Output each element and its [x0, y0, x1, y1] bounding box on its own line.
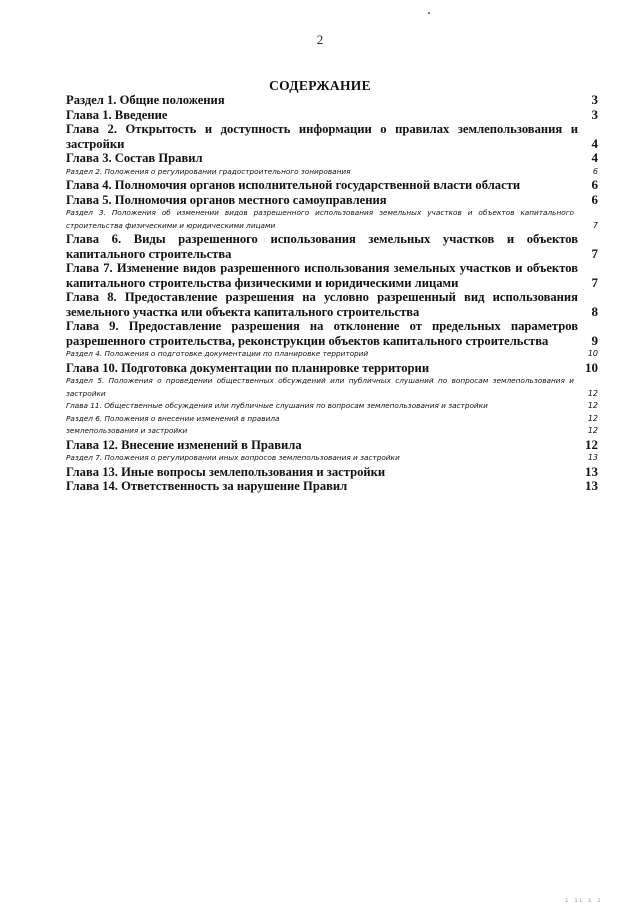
toc-entry: [66, 93, 600, 108]
toc-entry: [66, 193, 600, 208]
toc-entry-text: Глава 10. Подготовка документации по планировке территории: [66, 360, 430, 375]
toc-entry-page: 6: [591, 191, 598, 207]
toc-entry: [66, 122, 600, 151]
toc-entry-page: 12: [585, 436, 598, 452]
toc-entry-page: 6: [591, 177, 598, 192]
toc-entry-text: Глава 6. Виды разрешенного использования земельных участков и объектов капитального строительства: [66, 232, 578, 261]
toc-entry: [66, 400, 600, 413]
toc-entry-text: Глава 14. Ответственность за нарушение Правил: [66, 479, 348, 493]
scan-speck: [428, 12, 430, 14]
toc-entry-text: Глава 4. Полномочия органов исполнительной государственной власти области: [66, 178, 521, 192]
toc-entry: [66, 207, 600, 232]
toc-entry-page: 8: [591, 303, 598, 319]
toc-entry-page: 4: [591, 150, 598, 165]
toc-entry-text: Глава 13. Иные вопросы землепользования и застройки: [66, 464, 386, 479]
toc-entry-text: землепользования и застройки: [66, 426, 188, 435]
toc-entry-page: 13: [585, 478, 598, 493]
toc-entry-page: 3: [591, 106, 598, 122]
toc-entry: [66, 319, 600, 348]
toc-entry-text: Глава 7. Изменение видов разрешенного использования земельных участков и объектов капитального строительства физическими и юридическими лицами: [66, 261, 578, 290]
toc-entry-page: 13: [585, 463, 598, 479]
toc-entry-page: 6: [592, 166, 598, 176]
toc-entry-text: Глава 11. Общественные обсуждения или публичные слушания по вопросам землепользования и застройки: [66, 401, 488, 410]
toc-entry-page: 7: [591, 245, 598, 261]
toc-entry-text: Глава 12. Внесение изменений в Правила: [66, 437, 302, 452]
toc-entry: [66, 479, 600, 494]
toc-entry: [66, 232, 600, 261]
toc-entry: [66, 413, 600, 426]
toc-entry-page: 3: [591, 92, 598, 107]
scan-marks: ı ıı ı ı: [565, 897, 602, 904]
toc-entry: [66, 348, 600, 361]
toc-title: СОДЕРЖАНИЕ: [269, 78, 371, 93]
toc-entry-text: Раздел 5. Положения о проведении общественных обсуждений или публичных слушаний по вопросам землепользования и застройки: [66, 376, 574, 398]
toc-entry-text: Раздел 4. Положения о подготовке документации по планировке территорий: [66, 349, 369, 358]
toc-entry-page: 13: [587, 453, 598, 462]
toc-entry: [66, 361, 600, 376]
toc-entry-page: 7: [591, 274, 598, 290]
toc-entry: [66, 166, 600, 179]
toc-entry: [66, 290, 600, 319]
toc-entry-text: Раздел 3. Положения об изменении видов разрешенного использования земельных участков и объектов капитального строительства физическими и юридическими лицами: [66, 208, 574, 230]
toc-entry-text: Раздел 7. Положения о регулировании иных вопросов землепользования и застройки: [66, 453, 400, 462]
toc-entry-page: 10: [587, 349, 598, 358]
toc-entry-page: 9: [591, 332, 598, 348]
toc-entry-page: 10: [585, 359, 598, 375]
toc-entry-text: Раздел 6. Положения о внесении изменений в правила: [66, 413, 280, 423]
page-number: 2: [316, 32, 324, 47]
toc-entry-page: 12: [587, 388, 598, 398]
toc-entry: [66, 178, 600, 193]
toc-entry: [66, 375, 600, 400]
toc-entry-text: Глава 9. Предоставление разрешения на отклонение от предельных параметров разрешенного строительства, реконструкции объектов капитального строительства: [66, 319, 578, 348]
toc-entry-page: 7: [592, 220, 598, 230]
toc-entry-text: Раздел 2. Положения о регулировании градостроительного зонирования: [66, 166, 351, 176]
toc-entry: [66, 452, 600, 465]
toc-entry: [66, 108, 600, 123]
toc-entry: [66, 261, 600, 290]
toc-entry-page: 4: [591, 135, 598, 151]
toc-entry-text: Глава 2. Открытость и доступность информации о правилах землепользования и застройки: [66, 122, 578, 151]
toc-entry-text: Глава 8. Предоставление разрешения на условно разрешенный вид использования земельного участка или объекта капитального строительства: [66, 290, 578, 319]
toc-entry: [66, 438, 600, 453]
toc-entry-text: Глава 3. Состав Правил: [66, 151, 203, 165]
toc-entry-text: Раздел 1. Общие положения: [66, 93, 225, 107]
toc-entry-page: 12: [587, 401, 598, 410]
toc-entry-text: Глава 5. Полномочия органов местного самоуправления: [66, 192, 387, 207]
toc-entry-page: 12: [587, 413, 598, 423]
table-of-contents: [66, 93, 600, 494]
toc-entry: [66, 151, 600, 166]
toc-entry-text: Глава 1. Введение: [66, 107, 168, 122]
toc-entry: [66, 465, 600, 480]
toc-entry-page: 12: [587, 426, 598, 435]
toc-entry: [66, 425, 600, 438]
